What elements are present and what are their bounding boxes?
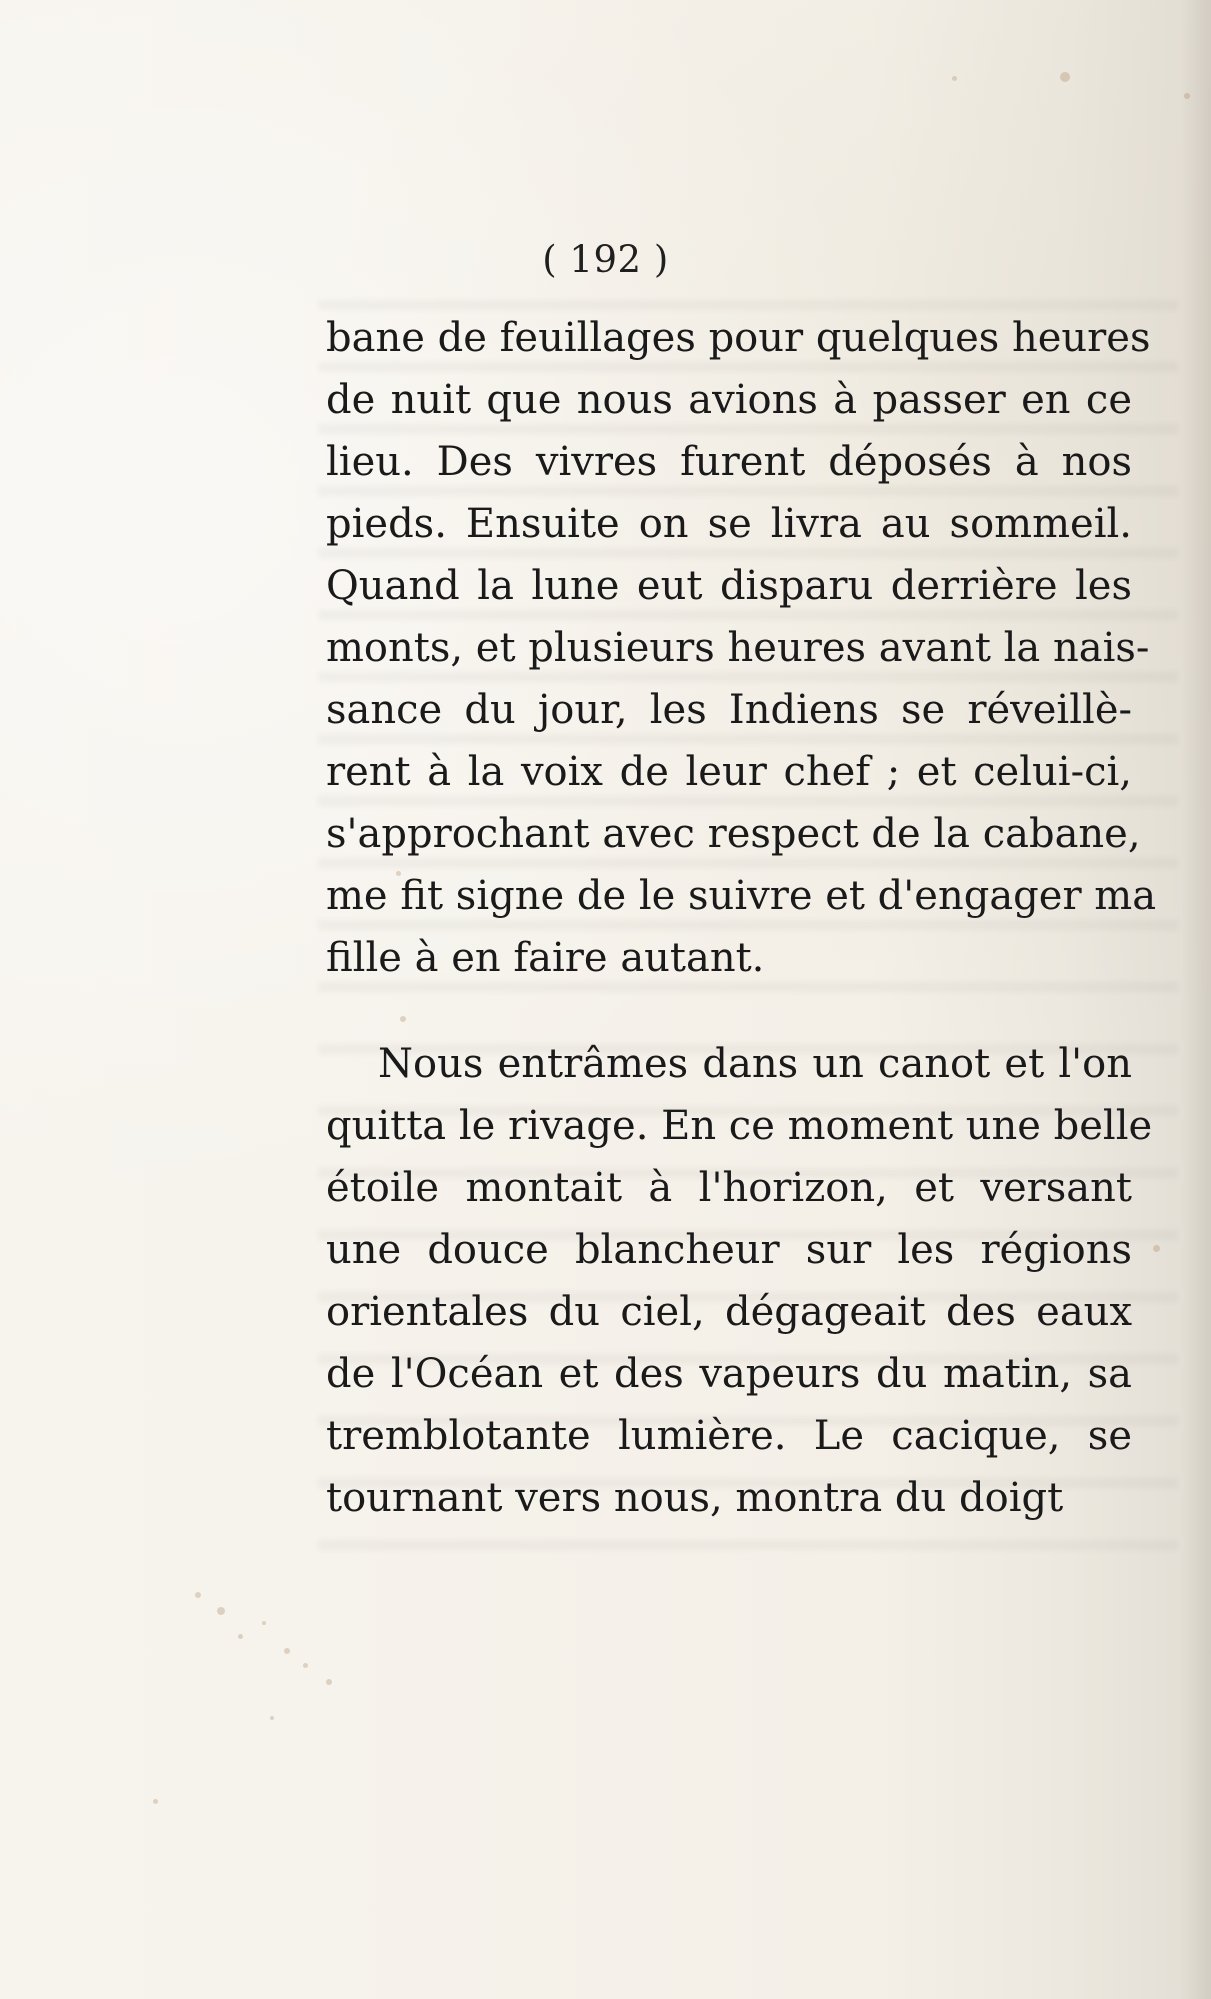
foxing-spot — [1153, 1245, 1160, 1252]
foxing-spot — [1184, 93, 1190, 99]
text-line: étoile montait à l'horizon, et versant — [326, 1165, 1132, 1211]
body-text — [326, 307, 1157, 1529]
text-line: de l'Océan et des vapeurs du matin, sa — [326, 1351, 1132, 1397]
text-line: me fit signe de le suivre et d'engager ma — [326, 873, 1157, 919]
paragraph — [326, 307, 1157, 989]
foxing-spot — [195, 1592, 201, 1598]
foxing-spot — [1060, 72, 1070, 82]
text-line: une douce blancheur sur les régions — [326, 1227, 1132, 1273]
text-line: quitta le rivage. En ce moment une belle — [326, 1103, 1153, 1149]
text-line: Quand la lune eut disparu derrière les — [326, 563, 1132, 609]
text-line: orientales du ciel, dégageait des eaux — [326, 1289, 1132, 1335]
text-line: tremblotante lumière. Le cacique, se — [326, 1413, 1132, 1459]
text-line: sance du jour, les Indiens se réveillè- — [326, 687, 1132, 733]
text-line: pieds. Ensuite on se livra au sommeil. — [326, 501, 1132, 547]
foxing-spot — [326, 1679, 332, 1685]
text-line: monts, et plusieurs heures avant la nais- — [326, 625, 1150, 671]
foxing-spot — [270, 1716, 274, 1720]
text-line: lieu. Des vivres furent déposés à nos — [326, 439, 1132, 485]
text-line: Nous entrâmes dans un canot et l'on — [378, 1041, 1132, 1087]
foxing-spot — [262, 1621, 266, 1625]
page-number: ( 192 ) — [542, 238, 669, 281]
text-line: rent à la voix de leur chef ; et celui-ci, — [326, 749, 1132, 795]
foxing-spot — [284, 1648, 290, 1654]
text-line: bane de feuillages pour quelques heures — [326, 315, 1151, 361]
text-line: tournant vers nous, montra du doigt — [326, 1475, 1064, 1521]
text-line: fille à en faire autant. — [326, 935, 765, 981]
foxing-spot — [217, 1607, 225, 1615]
text-line: s'approchant avec respect de la cabane, — [326, 811, 1141, 857]
foxing-spot — [153, 1799, 158, 1804]
text-line: de nuit que nous avions à passer en ce — [326, 377, 1132, 423]
page-edge-shadow — [1181, 0, 1211, 1999]
paragraph — [326, 1033, 1153, 1529]
foxing-spot — [238, 1634, 243, 1639]
foxing-spot — [952, 76, 957, 81]
foxing-spot — [303, 1663, 308, 1668]
